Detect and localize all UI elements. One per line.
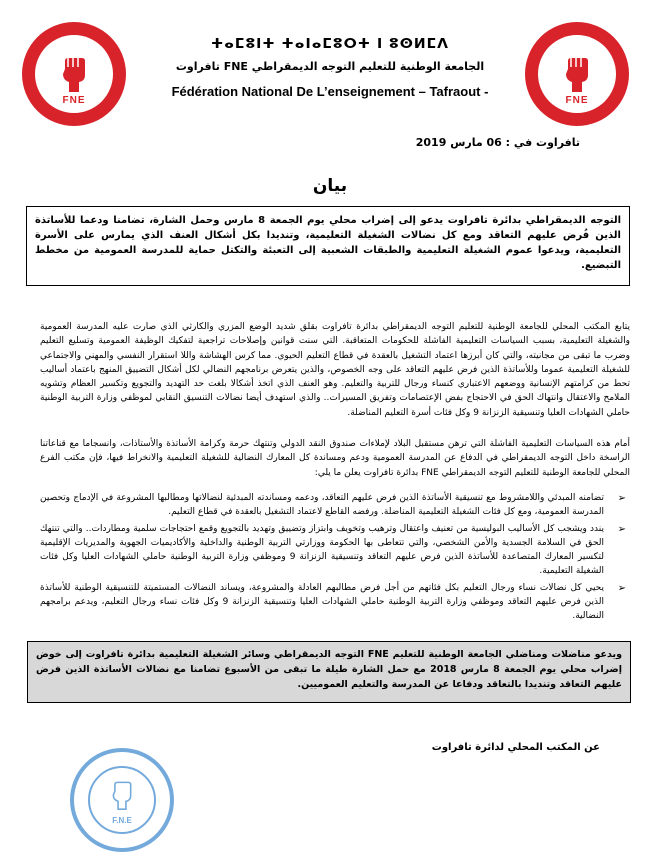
- signature-line: عن المكتب المحلي لدائرة تافراوت: [431, 742, 600, 753]
- document-title: بيان: [312, 176, 348, 196]
- fist-icon: [562, 55, 592, 93]
- logo-fne-label: FNE: [62, 95, 86, 106]
- paragraph-context: يتابع المكتب المحلي للجامعة الوطنية للتعليم التوجه الديمقراطي بدائرة تافراوت بقلق شديد الوضع المزري والكارثي الذي صارت عليه المدرسة العمومية والشغيلة التعليمية، بسبب السياسات التعليمية الفاشلة للحكومات المتعاقبة. التي سنت قوانين وإصلاحات تراجعية لتفكيك الوظيفة العمومية وتسليع التعليم وضرب ما تبقى من مجانيته، والتي كان أبرزها اعتماد التشغيل بالعقدة في قطاع التعليم الحيوي. مما كرس الهشاشة واللا استقرار النفسي والمهني والاجتماعي للشغيلة التعليمية عموما وللأساتذة الذين فرض عليهم التعاقد على وجه الخصوص، والذين يتعرض برنامجهم النضالي لكل أشكال التضييق المنهج باعتماد أساليب تحط من كرامتهم الإنسانية ووضعهم الاعتباري كنساء ورجال للتربية والتعليم. وهو العنف الذي اتخذ أشكالا بلغت حد التهديد والتجويع وتكسير العظام وتشويه الملامح والاعتقال وانتهاك الحق في الاحتجاج بفض الإعتصامات وتفريق المسيرات.. والذي استهدف أيضا نضالات التنسيق النقابي لموظفي وزارة التربية الوطنية حاملي الشهادات العليا وتنسيقية الزنزانة 9 وكل فئات أسرة التعليم المناضلة.: [40, 322, 630, 418]
- header-tifinagh: ⵜⴰⵎⵓⵏⵜ ⵜⴰⵏⴰⵎⵓⵔⵜ ⵏ ⵓⵙⵍⵎⴷ: [210, 36, 449, 52]
- fist-icon: [59, 55, 89, 93]
- arrow-bullet-icon: ➢: [617, 523, 626, 535]
- office-stamp: [70, 748, 174, 852]
- stamp-label: F.N.E: [112, 816, 132, 825]
- header-arabic: الجامعة الوطنية للتعليم التوجه الديمقراطي FNE تافراوت: [175, 60, 485, 73]
- list-item: [40, 581, 630, 624]
- logo-fne-label: FNE: [565, 95, 589, 106]
- list-item-text: يندد ويشجب كل الأساليب البوليسية من تعنيف واعتقال وترهيب وتخويف وابتزاز وتضييق وتهديد بالتجويع وقمع احتجاجات سلمية ومطاردات.. والتي تنتهك الحق في السلامة الجسدية والأمن الشخصي، والتي تتعاطى بها الحكومة ووزارتي التربية الوطنية والداخلية والأكاديميات الجهوية والمديريات الإقليمية لتكسير المعارك المتصاعدة للأساتذة الذين فرض عليهم التعاقد وتنسيقية الزنزانة 9 وموظفي وزارة التربية الوطنية حاملي الشهادات العليا وكل فئات الشغيلة التعليمية.: [40, 523, 604, 577]
- arrow-bullet-icon: ➢: [617, 493, 626, 504]
- stamp-fist-icon: [110, 780, 134, 810]
- list-item-text: يحيي كل نضالات نساء ورجال التعليم بكل فئاتهم من أجل فرض مطالبهم العادلة والمشروعة، ويساند النضالات المستميتة للتنسيقية الوطنية للأساتذة الذين فرض عليهم التعاقد وموظفي وزارة التربية الوطنية حاملي الشهادات العليا وتنسيقية الزنزانة 9 وكل فئات نساء ورجال التعليم، ويدعم برامجهم النضالية.: [40, 582, 604, 622]
- list-item-text: تضامنه المبدئي واللامشروط مع تنسيقية الأساتذة الذين فرض عليهم التعاقد، ودعمه ومساندته المبدئية لنضالاتها ومطالبها المشروعة في الإدماج وتحصين المدرسة العمومية، ومع كل فئات الشغيلة التعليمية المناضلة. ورفضه القاطع لاعتماد التشغيل بالعقدة في قطاع التعليم.: [40, 493, 604, 518]
- call-to-action-box: ويدعو مناضلات ومناضلي الجامعة الوطنية للتعليم FNE التوجه الديمقراطي وسائر الشغيلة التعليمية بدائرة تافراوت إلى خوض إضراب محلي يوم الجمعة 8 مارس 2018 مع حمل الشارة طيلة ما تبقى من الأسبوع تضامنا مع نضالات الأساتذة الذين فرض عليهم التعاقد وتنديدا بالتعاقد ودفاعا عن المدرسة والتعليم العموميين.: [27, 641, 631, 703]
- document-date: تافراوت في : 06 مارس 2019: [415, 136, 580, 149]
- list-item: [40, 491, 630, 520]
- arrow-bullet-icon: ➢: [617, 582, 626, 594]
- logo-inner-circle: [538, 35, 616, 113]
- paragraph-declaration: أمام هذه السياسات التعليمية الفاشلة التي ترهن مستقبل البلاد لإملاءات صندوق النقد الدولي وتنتهك حرمة وكرامة الأساتذة والأستاذات، وانسجاما مع قناعاتنا الراسخة داخل التوجه الديمقراطي في الدفاع عن المدرسة العمومية ودعم ومساندة كل المعارك النضالية للشغيلة التعليمية والانخراط فيها، فإن مكتب الفرع المحلي للجامعة الوطنية للتعليم التوجه الديمقراطي FNE بدائرة تافراوت يعلن ما يلي:: [40, 439, 630, 478]
- summary-box: التوجه الديمقراطي بدائرة تافراوت يدعو إلى إضراب محلي يوم الجمعة 8 مارس وحمل الشارة، تضامنا ودعما للأساتذة الذين فُرض عليهم التعاقد ومع كل نضالات الشغيلة التعليمية، وتنديدا بكل أشكال العنف الذي يمارس على الأسرة التعليمية، ويدعوا عموم الشغيلة التعليمية والطبقات الشعبية إلى التعبئة والتكتل حماية للمدرسة العمومية من مخطط التبضيع.: [26, 206, 630, 286]
- list-item: [40, 522, 630, 579]
- declaration-list: [40, 491, 630, 626]
- fne-logo-right: [525, 22, 629, 126]
- header-french: Fédération National De L’enseignement – Tafraout -: [171, 84, 489, 99]
- fne-logo-left: [22, 22, 126, 126]
- logo-inner-circle: [35, 35, 113, 113]
